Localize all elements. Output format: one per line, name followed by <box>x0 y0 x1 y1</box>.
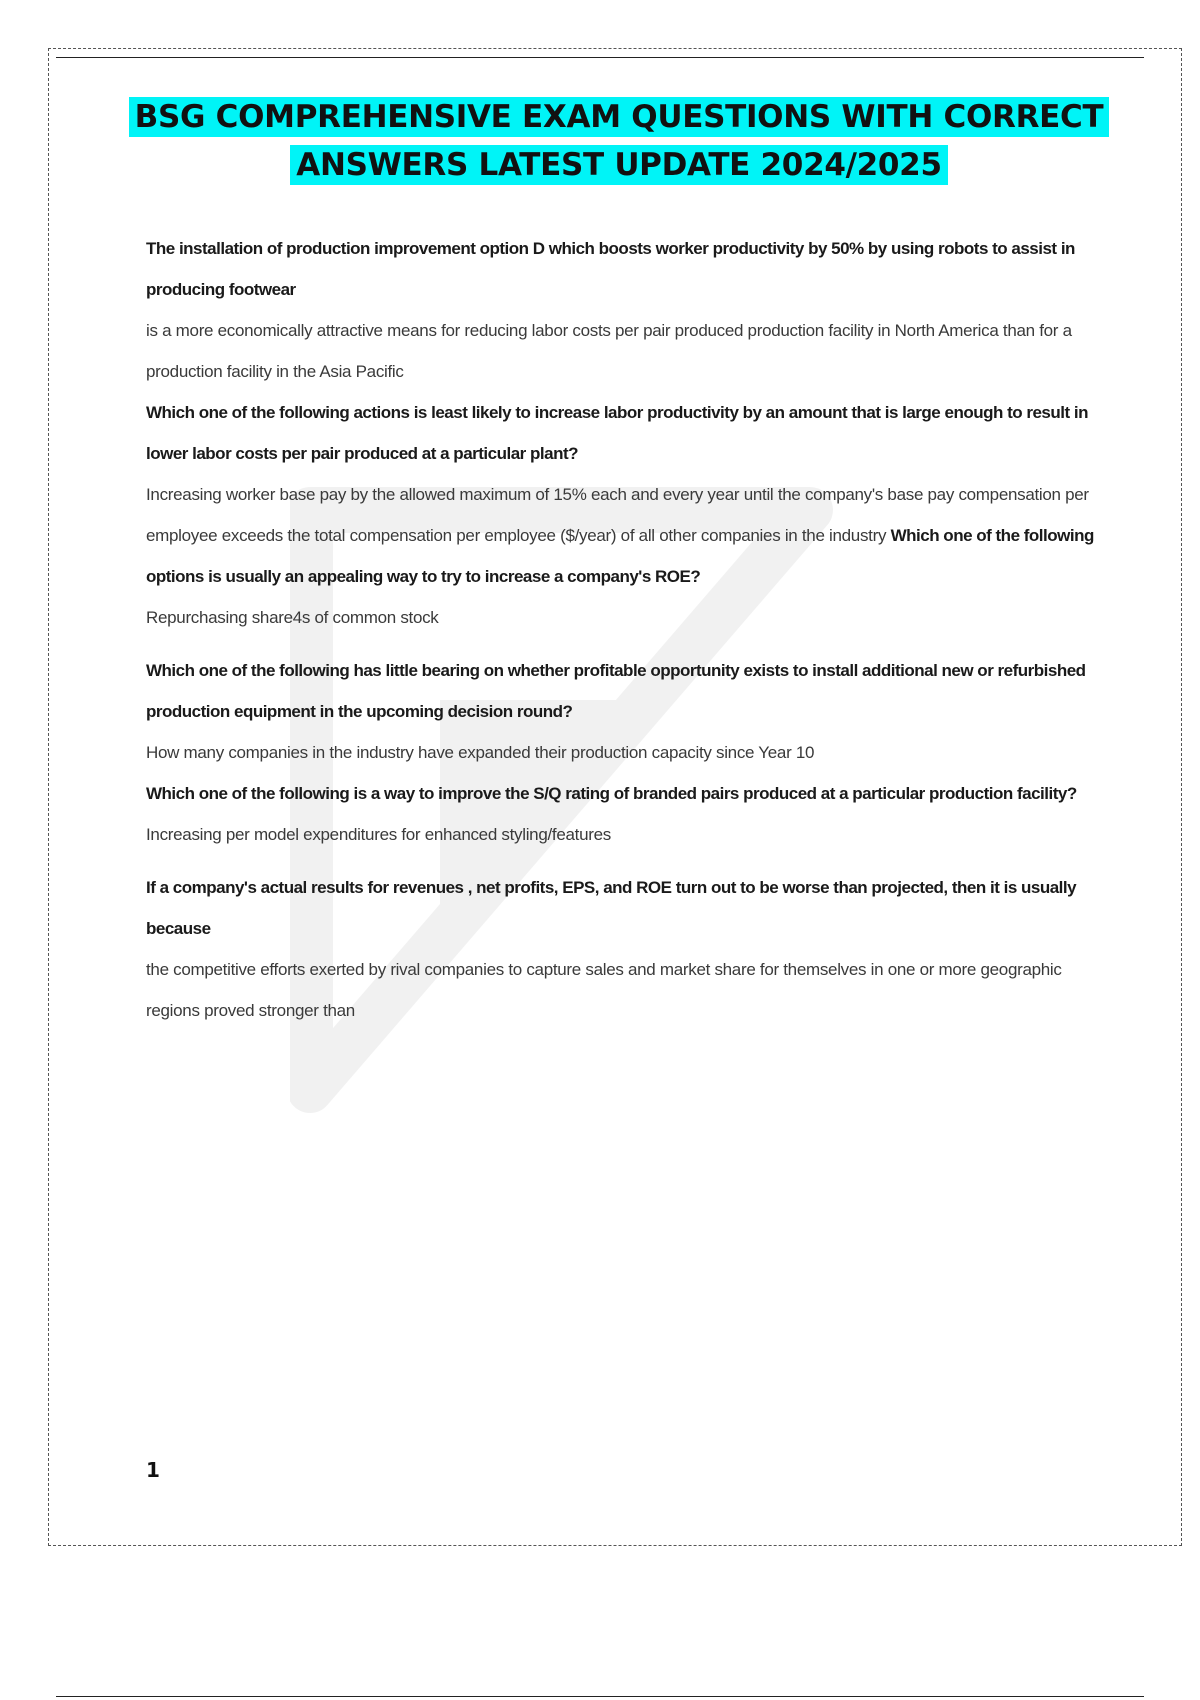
question-text: The installation of production improvement option D which boosts worker productivity by 50% by using robots to assist in producing footwear <box>146 239 1075 299</box>
answer-text: How many companies in the industry have expanded their production capacity since Year 10 <box>146 743 815 762</box>
answer-text: Repurchasing share4s of common stock <box>146 608 439 627</box>
bottom-rule <box>56 1696 1144 1697</box>
answer-text-inline: Increasing worker base pay by the allowed maximum of 15% each and every year until the company's base pay compensation per employee exceeds the total compensation per employee ($/year) of all other companies in the industry <box>146 485 1089 545</box>
question-text: Which one of the following is a way to improve the S/Q rating of branded pairs produced at a particular production facility? <box>146 784 1077 803</box>
question-text: Which one of the following has little bearing on whether profitable opportunity exists to install additional new or refurbished production equipment in the upcoming decision round? <box>146 661 1086 721</box>
question-text: Which one of the following actions is least likely to increase labor productivity by an amount that is large enough to result in lower labor costs per pair produced at a particular plant? <box>146 403 1088 463</box>
title-line-2: ANSWERS LATEST UPDATE 2024/2025 <box>290 145 947 185</box>
answer-text: Increasing per model expenditures for enhanced styling/features <box>146 825 611 844</box>
question-text-inline: Which one of the following options is usually an appealing way to try to increase a company's ROE? <box>146 526 1094 586</box>
top-rule <box>56 57 1144 58</box>
qa-content <box>146 228 1106 1031</box>
document-title <box>60 93 1178 189</box>
question-text: If a company's actual results for revenues , net profits, EPS, and ROE turn out to be worse than projected, then it is usually because <box>146 878 1077 938</box>
answer-text: the competitive efforts exerted by rival companies to capture sales and market share for themselves in one or more geographic regions proved stronger than <box>146 960 1062 1020</box>
answer-text: is a more economically attractive means for reducing labor costs per pair produced production facility in North America than for a production facility in the Asia Pacific <box>146 321 1072 381</box>
answer-text <box>146 474 1106 597</box>
page-number: 1 <box>146 1458 160 1482</box>
title-line-1: BSG COMPREHENSIVE EXAM QUESTIONS WITH CORRECT <box>129 97 1110 137</box>
